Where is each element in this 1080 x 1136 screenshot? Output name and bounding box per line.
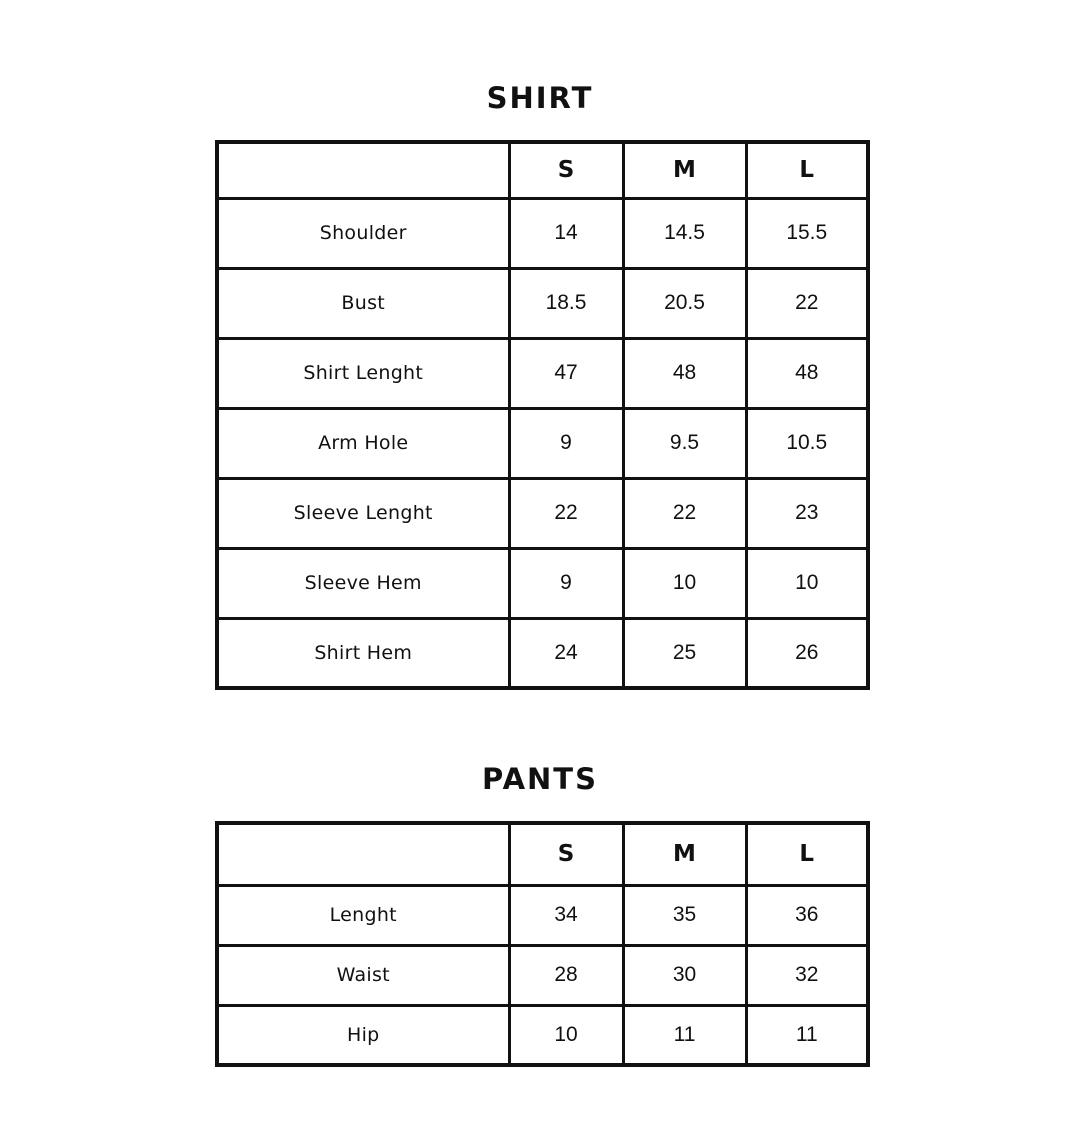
table-row [217,408,868,478]
size-header-l: L [746,142,868,198]
row-label-length: Lenght [217,885,509,945]
value-cell: 35 [623,885,746,945]
table-row [217,268,868,338]
row-label-shirt-length: Shirt Lenght [217,338,509,408]
row-label-bust: Bust [217,268,509,338]
value-cell: 48 [623,338,746,408]
value-cell: 14.5 [623,198,746,268]
table-row [217,548,868,618]
row-label-shoulder: Shoulder [217,198,509,268]
header-corner-cell [217,823,509,885]
row-label-arm-hole: Arm Hole [217,408,509,478]
value-cell: 9 [509,408,623,478]
value-cell: 22 [623,478,746,548]
value-cell: 23 [746,478,868,548]
value-cell: 10 [509,1005,623,1065]
table-row [217,198,868,268]
size-header-s: S [509,823,623,885]
value-cell: 10 [746,548,868,618]
row-label-sleeve-hem: Sleeve Hem [217,548,509,618]
value-cell: 14 [509,198,623,268]
value-cell: 11 [623,1005,746,1065]
value-cell: 26 [746,618,868,688]
value-cell: 36 [746,885,868,945]
size-header-m: M [623,823,746,885]
header-corner-cell [217,142,509,198]
value-cell: 30 [623,945,746,1005]
shirt-size-table [215,140,870,690]
value-cell: 22 [746,268,868,338]
value-cell: 22 [509,478,623,548]
row-label-hip: Hip [217,1005,509,1065]
table-row [217,945,868,1005]
value-cell: 11 [746,1005,868,1065]
table-row [217,1005,868,1065]
table-row [217,618,868,688]
value-cell: 32 [746,945,868,1005]
row-label-sleeve-length: Sleeve Lenght [217,478,509,548]
pants-size-table [215,821,870,1067]
value-cell: 24 [509,618,623,688]
value-cell: 9.5 [623,408,746,478]
value-cell: 25 [623,618,746,688]
table-header-row [217,142,868,198]
table-row [217,338,868,408]
value-cell: 18.5 [509,268,623,338]
value-cell: 48 [746,338,868,408]
size-header-l: L [746,823,868,885]
table-row [217,885,868,945]
row-label-waist: Waist [217,945,509,1005]
value-cell: 47 [509,338,623,408]
row-label-shirt-hem: Shirt Hem [217,618,509,688]
pants-section-title: PANTS [482,762,598,796]
value-cell: 10 [623,548,746,618]
value-cell: 15.5 [746,198,868,268]
table-header-row [217,823,868,885]
value-cell: 20.5 [623,268,746,338]
value-cell: 10.5 [746,408,868,478]
size-header-s: S [509,142,623,198]
value-cell: 9 [509,548,623,618]
value-cell: 28 [509,945,623,1005]
size-header-m: M [623,142,746,198]
table-row [217,478,868,548]
shirt-section-title: SHIRT [486,81,594,115]
value-cell: 34 [509,885,623,945]
